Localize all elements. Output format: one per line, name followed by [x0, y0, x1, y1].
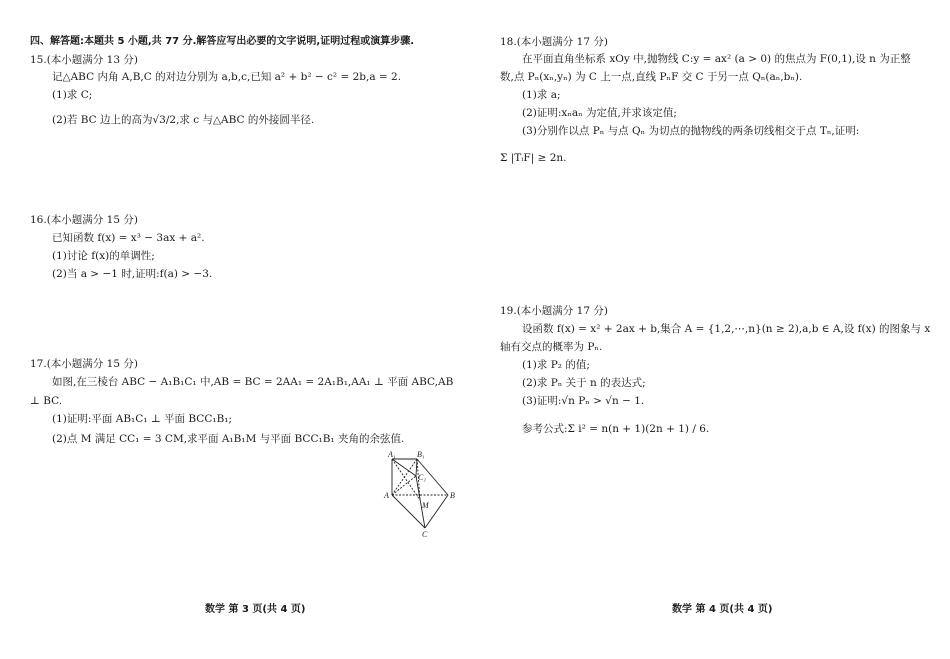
line-ac1 [392, 476, 416, 495]
page-footer-3: 数学 第 3 页(共 4 页) [205, 604, 306, 615]
q18-part3-line1: (3)分别作以点 Pₙ 与点 Qₙ 为切点的抛物线的两条切线相交于点 Tₙ,证明: [522, 125, 860, 137]
q18-stem-line1: 在平面直角坐标系 xOy 中,抛物线 C:y = ax² (a > 0) 的焦点为 F(0,1),设 n 为正整 [522, 53, 911, 65]
q16-part1: (1)讨论 f(x)的单调性; [52, 250, 155, 262]
page-footer-4: 数学 第 4 页(共 4 页) [672, 604, 773, 615]
q18-stem-line2: 数,点 Pₙ(xₙ,yₙ) 为 C 上一点,直线 PₙF 交 C 于另一点 Qₙ(aₙ,bₙ). [500, 71, 803, 83]
q16-part2: (2)当 a > −1 时,证明:f(a) > −3. [52, 268, 213, 280]
q16-stem: 已知函数 f(x) = x³ − 3ax + a². [52, 232, 205, 244]
q19-stem-line2: 轴有交点的概率为 Pₙ. [500, 341, 603, 353]
label-c: C [422, 530, 428, 539]
line-a1m [392, 459, 420, 500]
label-b1: B₁ [417, 450, 425, 459]
q15-part1: (1)求 C; [52, 89, 93, 101]
q16-number: 16.(本小题满分 15 分) [30, 214, 138, 226]
q18-part2: (2)证明:xₙaₙ 为定值,并求该定值; [522, 107, 677, 119]
q19-reference-formula: 参考公式:Σ i² = n(n + 1)(2n + 1) / 6. [522, 423, 710, 435]
q18-part1: (1)求 a; [522, 89, 561, 101]
q17-stem-line2: ⊥ BC. [30, 395, 63, 407]
edge-a1c1 [392, 459, 416, 476]
q19-part1: (1)求 P₂ 的值; [522, 359, 590, 371]
q19-number: 19.(本小题满分 17 分) [500, 305, 608, 317]
q19-part3: (3)证明:√n Pₙ > √n − 1. [522, 395, 645, 407]
edge-b1c1 [416, 459, 417, 476]
label-b: B [450, 491, 455, 500]
q17-number: 17.(本小题满分 15 分) [30, 358, 138, 370]
q15-stem: 记△ABC 内角 A,B,C 的对边分别为 a,b,c,已知 a² + b² − c² = 2b,a = 2. [52, 71, 402, 83]
section-header: 四、解答题:本题共 5 小题,共 77 分.解答应写出必要的文字说明,证明过程或演算步骤. [30, 36, 414, 47]
exam-page-4 [475, 0, 950, 659]
q18-part3-line2: Σ |TᵢF| ≥ 2n. [500, 152, 567, 164]
label-m: M [422, 501, 429, 510]
q18-number: 18.(本小题满分 17 分) [500, 36, 608, 48]
frustum-figure [380, 450, 470, 540]
label-a: A [384, 491, 389, 500]
q19-stem-line1: 设函数 f(x) = x² + 2ax + b,集合 A = {1,2,⋯,n}(n ≥ 2),a,b ∈ A,设 f(x) 的图象与 x [522, 323, 931, 335]
q19-part2: (2)求 Pₙ 关于 n 的表达式; [522, 377, 646, 389]
q17-stem-line1: 如图,在三棱台 ABC − A₁B₁C₁ 中,AB = BC = 2AA₁ = 2A₁B₁,AA₁ ⊥ 平面 ABC,AB [52, 376, 454, 388]
q15-number: 15.(本小题满分 13 分) [30, 54, 138, 66]
line-ab1 [392, 459, 417, 495]
edge-bc [425, 495, 448, 528]
q17-part1: (1)证明:平面 AB₁C₁ ⊥ 平面 BCC₁B₁; [52, 413, 233, 425]
q15-part2: (2)若 BC 边上的高为√3/2,求 c 与△ABC 的外接圆半径. [52, 114, 315, 126]
label-a1: A₁ [388, 450, 396, 459]
label-c1: C₁ [418, 473, 427, 482]
q17-part2: (2)点 M 满足 CC₁ = 3 CM,求平面 A₁B₁M 与平面 BCC₁B₁ 夹角的余弦值. [52, 433, 405, 445]
